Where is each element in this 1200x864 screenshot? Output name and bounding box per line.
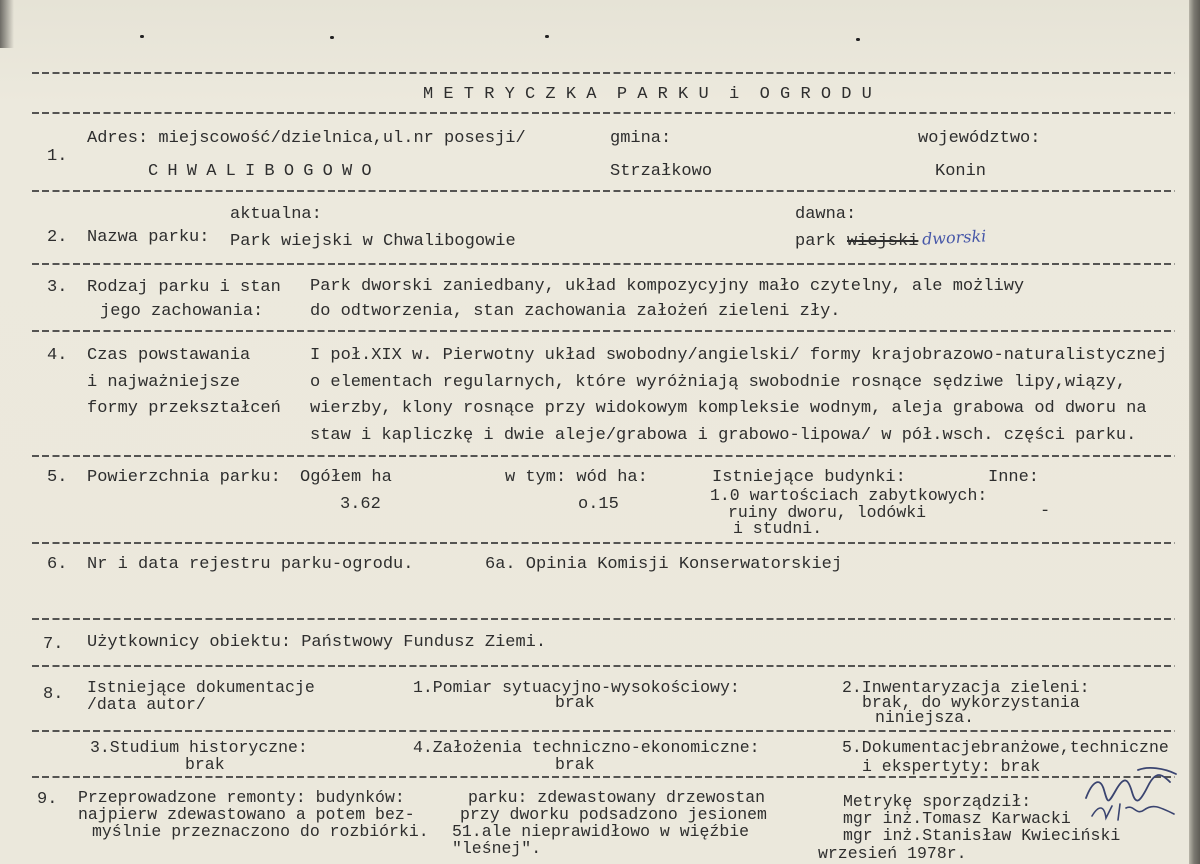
- locality-value: C H W A L I B O G O W O: [148, 162, 372, 181]
- buildings-value: 1.0 wartościach zabytkowych:: [710, 486, 988, 505]
- documentation-item-value: brak: [555, 755, 595, 774]
- separator-line: [32, 542, 1175, 544]
- scan-speck: [545, 35, 549, 38]
- buildings-value: i studni.: [733, 519, 823, 538]
- separator-line: [32, 618, 1175, 620]
- document-title: M E T R Y C Z K A P A R K U i O G R O D U: [423, 85, 872, 104]
- section-4-text: staw i kapliczkę i dwie aleje/grabowa i grabowo-lipowa/ w pół.wsch. części parku.: [310, 426, 1137, 445]
- renovations-park-text: parku: zdewastowany drzewostan: [468, 788, 766, 807]
- section-1-number: 1.: [47, 147, 68, 166]
- documentation-label: /data autor/: [87, 695, 206, 714]
- renovations-buildings-text: Przeprowadzone remonty: budynków:: [78, 788, 405, 807]
- current-name-value: Park wiejski w Chwalibogowie: [230, 232, 516, 251]
- scan-edge-shadow: [1189, 0, 1200, 864]
- section-3-label: Rodzaj parku i stan: [87, 278, 281, 297]
- address-label: Adres: miejscowość/dzielnica,ul.nr posesji/: [87, 129, 526, 148]
- current-name-label: aktualna:: [230, 205, 322, 224]
- section-9-number: 9.: [37, 790, 58, 809]
- section-8-number: 8.: [43, 685, 64, 704]
- section-3-text: Park dworski zaniedbany, układ kompozycyjny mało czytelny, ale możliwy: [310, 277, 1025, 296]
- separator-line: [32, 72, 1175, 74]
- other-label: Inne:: [988, 468, 1040, 487]
- separator-line: [32, 776, 1175, 778]
- author-label: Metrykę sporządził:: [843, 792, 1032, 811]
- opinion-label: 6a. Opinia Komisji Konserwatorskiej: [485, 555, 843, 574]
- total-area-label: Ogółem ha: [300, 468, 392, 487]
- scan-speck: [856, 38, 860, 41]
- documentation-item-label: 3.Studium historyczne:: [90, 738, 308, 757]
- section-4-label: Czas powstawania: [87, 346, 251, 365]
- section-7-number: 7.: [43, 635, 64, 654]
- former-name-struck: wiejski: [847, 232, 919, 251]
- separator-line: [32, 112, 1175, 114]
- section-4-label: i najważniejsze: [87, 373, 241, 392]
- document-date: wrzesień 1978r.: [818, 844, 967, 863]
- buildings-value: ruiny dworu, lodówki: [728, 503, 927, 522]
- total-area-value: 3.62: [340, 495, 381, 514]
- commune-label: gmina:: [610, 129, 672, 148]
- signature-icon: [1078, 760, 1183, 832]
- separator-line: [32, 665, 1175, 667]
- author-name: mgr inż.Tomasz Karwacki: [843, 809, 1071, 828]
- section-4-label: formy przekształceń: [87, 399, 281, 418]
- author-name: mgr inż.Stanisław Kwieciński: [843, 826, 1121, 845]
- section-4-text: I poł.XIX w. Pierwotny układ swobodny/angielski/ formy krajobrazowo-naturalistycznej: [310, 346, 1167, 365]
- section-4-text: o elementach regularnych, które wyróżniają swobodnie rosnące sędziwe lipy,wiązy,: [310, 373, 1127, 392]
- documentation-label: Istniejące dokumentacje: [87, 678, 315, 697]
- province-value: Konin: [935, 162, 987, 181]
- other-value: -: [1040, 502, 1051, 521]
- renovations-buildings-text: najpierw zdewastowano a potem bez-: [78, 805, 415, 824]
- section-6-number: 6.: [47, 555, 68, 574]
- park-name-label: Nazwa parku:: [87, 228, 210, 247]
- section-5-number: 5.: [47, 468, 68, 487]
- renovations-park-text: "leśnej".: [452, 839, 542, 858]
- documentation-item-value: i ekspertyty: brak: [862, 757, 1041, 776]
- documentation-item-label: 1.Pomiar sytuacyjno-wysokościowy:: [413, 678, 740, 697]
- section-3-number: 3.: [47, 278, 68, 297]
- buildings-label: Istniejące budynki:: [712, 468, 906, 487]
- separator-line: [32, 730, 1175, 732]
- separator-line: [32, 263, 1175, 265]
- renovations-buildings-text: myślnie przeznaczono do rozbiórki.: [92, 822, 429, 841]
- section-4-number: 4.: [47, 346, 68, 365]
- documentation-item-label: 4.Założenia techniczno-ekonomiczne:: [413, 738, 760, 757]
- former-name-label: dawna:: [795, 205, 857, 224]
- section-3-text: do odtworzenia, stan zachowania założeń zieleni zły.: [310, 302, 841, 321]
- former-name-handwritten: dworski: [921, 226, 987, 249]
- separator-line: [32, 330, 1175, 332]
- commune-value: Strzałkowo: [610, 162, 713, 181]
- documentation-item-label: 5.Dokumentacjebranżowe,techniczne: [842, 738, 1169, 757]
- documentation-item-value: brak: [555, 693, 595, 712]
- register-label: Nr i data rejestru parku-ogrodu.: [87, 555, 414, 574]
- scan-speck: [330, 36, 334, 39]
- section-3-label: jego zachowania:: [100, 302, 264, 321]
- separator-line: [32, 190, 1175, 192]
- area-label: Powierzchnia parku:: [87, 468, 281, 487]
- scan-edge-shadow: [0, 0, 14, 48]
- users-text: Użytkownicy obiektu: Państwowy Fundusz Ziemi.: [87, 633, 547, 652]
- renovations-park-text: 51.ale nieprawidłowo w więźbie: [452, 822, 750, 841]
- former-name-prefix: park: [795, 232, 836, 251]
- documentation-item-label: 2.Inwentaryzacja zieleni:: [842, 678, 1090, 697]
- section-2-number: 2.: [47, 228, 68, 247]
- separator-line: [32, 455, 1175, 457]
- documentation-item-value: brak, do wykorzystania: [862, 693, 1080, 712]
- scan-speck: [140, 35, 144, 38]
- renovations-park-text: przy dworku podsadzono jesionem: [460, 805, 767, 824]
- documentation-item-value: niniejsza.: [875, 708, 975, 727]
- water-area-label: w tym: wód ha:: [505, 468, 648, 487]
- province-label: województwo:: [918, 129, 1041, 148]
- documentation-item-value: brak: [185, 755, 225, 774]
- section-4-text: wierzby, klony rosnące przy widokowym kompleksie wodnym, aleja grabowa od dworu na: [310, 399, 1147, 418]
- water-area-value: o.15: [578, 495, 619, 514]
